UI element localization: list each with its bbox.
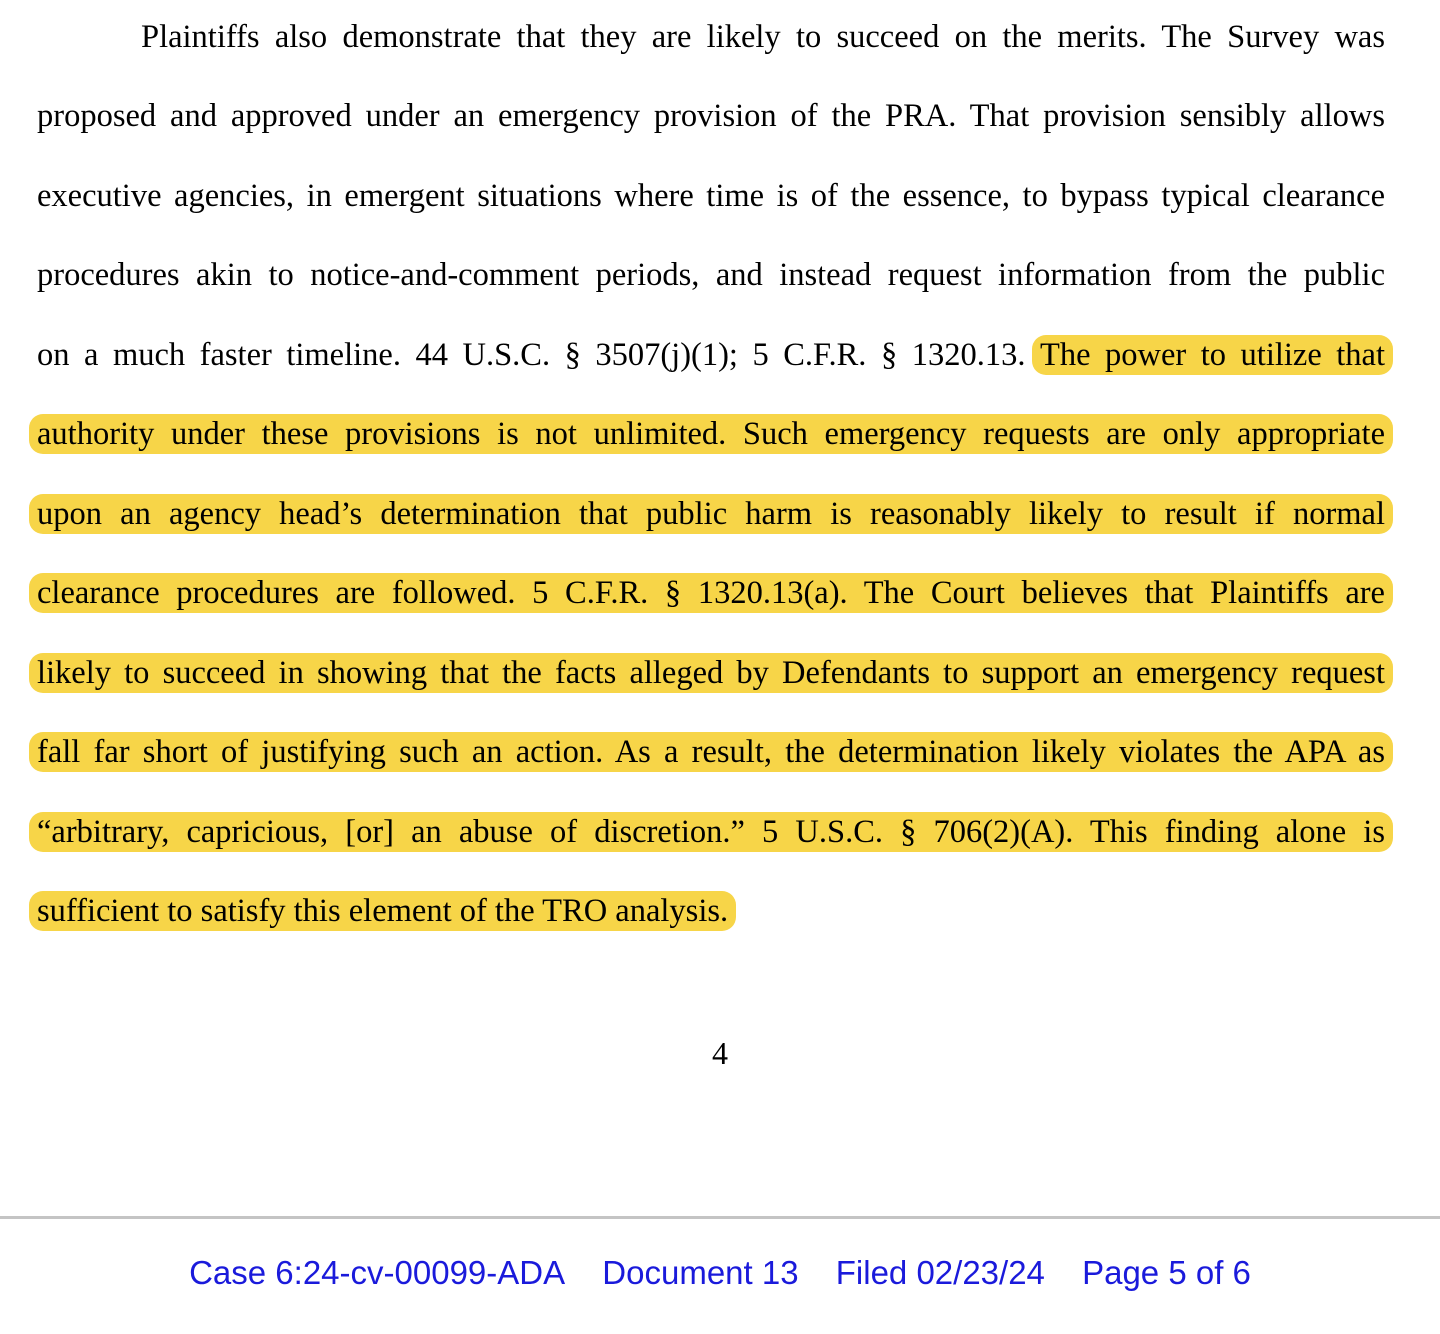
body-line-2 [37,93,1385,139]
body-line-3 [37,173,1385,219]
body-line-5 [37,332,1385,378]
case-footer [0,1252,1440,1294]
body-line-8 [37,570,1385,616]
highlighted-text: likely to succeed in showing that the facts alleged by Defendants to support an emergency request [29,653,1393,693]
highlighted-text: clearance procedures are followed. 5 C.F.R. § 1320.13(a). The Court believes that Plaintiffs are [29,573,1393,613]
highlighted-text: fall far short of justifying such an action. As a result, the determination likely violates the APA as [29,732,1393,772]
highlighted-text: “arbitrary, capricious, [or] an abuse of discretion.” 5 U.S.C. § 706(2)(A). This finding alone is [29,812,1393,852]
highlighted-text: The power to utilize that [1032,335,1393,375]
body-line-6 [37,411,1385,457]
footer-document: Document 13 [602,1254,799,1291]
highlighted-text: authority under these provisions is not unlimited. Such emergency requests are only appropriate [29,414,1393,454]
body-line-1 [141,14,1385,60]
body-text: on a much faster timeline. 44 U.S.C. § 3507(j)(1); 5 C.F.R. § 1320.13. [37,337,1026,373]
body-text: procedures akin to notice-and-comment periods, and instead request information from the public [37,257,1385,293]
body-text: Plaintiffs also demonstrate that they are likely to succeed on the merits. The Survey was [141,19,1385,55]
body-text: proposed and approved under an emergency provision of the PRA. That provision sensibly allows [37,98,1385,134]
body-text: executive agencies, in emergent situations where time is of the essence, to bypass typical clearance [37,178,1385,214]
page-number: 4 [712,1035,728,1071]
body-line-9 [37,650,1385,696]
page-divider [0,1216,1440,1219]
body-line-10 [37,729,1385,775]
footer-filed-date: Filed 02/23/24 [835,1254,1045,1291]
body-line-4 [37,252,1385,298]
highlighted-text: sufficient to satisfy this element of the TRO analysis. [29,891,736,931]
highlighted-text: upon an agency head’s determination that public harm is reasonably likely to result if normal [29,494,1393,534]
body-line-12 [37,888,728,934]
body-line-7 [37,491,1385,537]
footer-page-count: Page 5 of 6 [1082,1254,1251,1291]
footer-case-number: Case 6:24-cv-00099-ADA [189,1254,566,1291]
body-line-11 [37,809,1385,855]
